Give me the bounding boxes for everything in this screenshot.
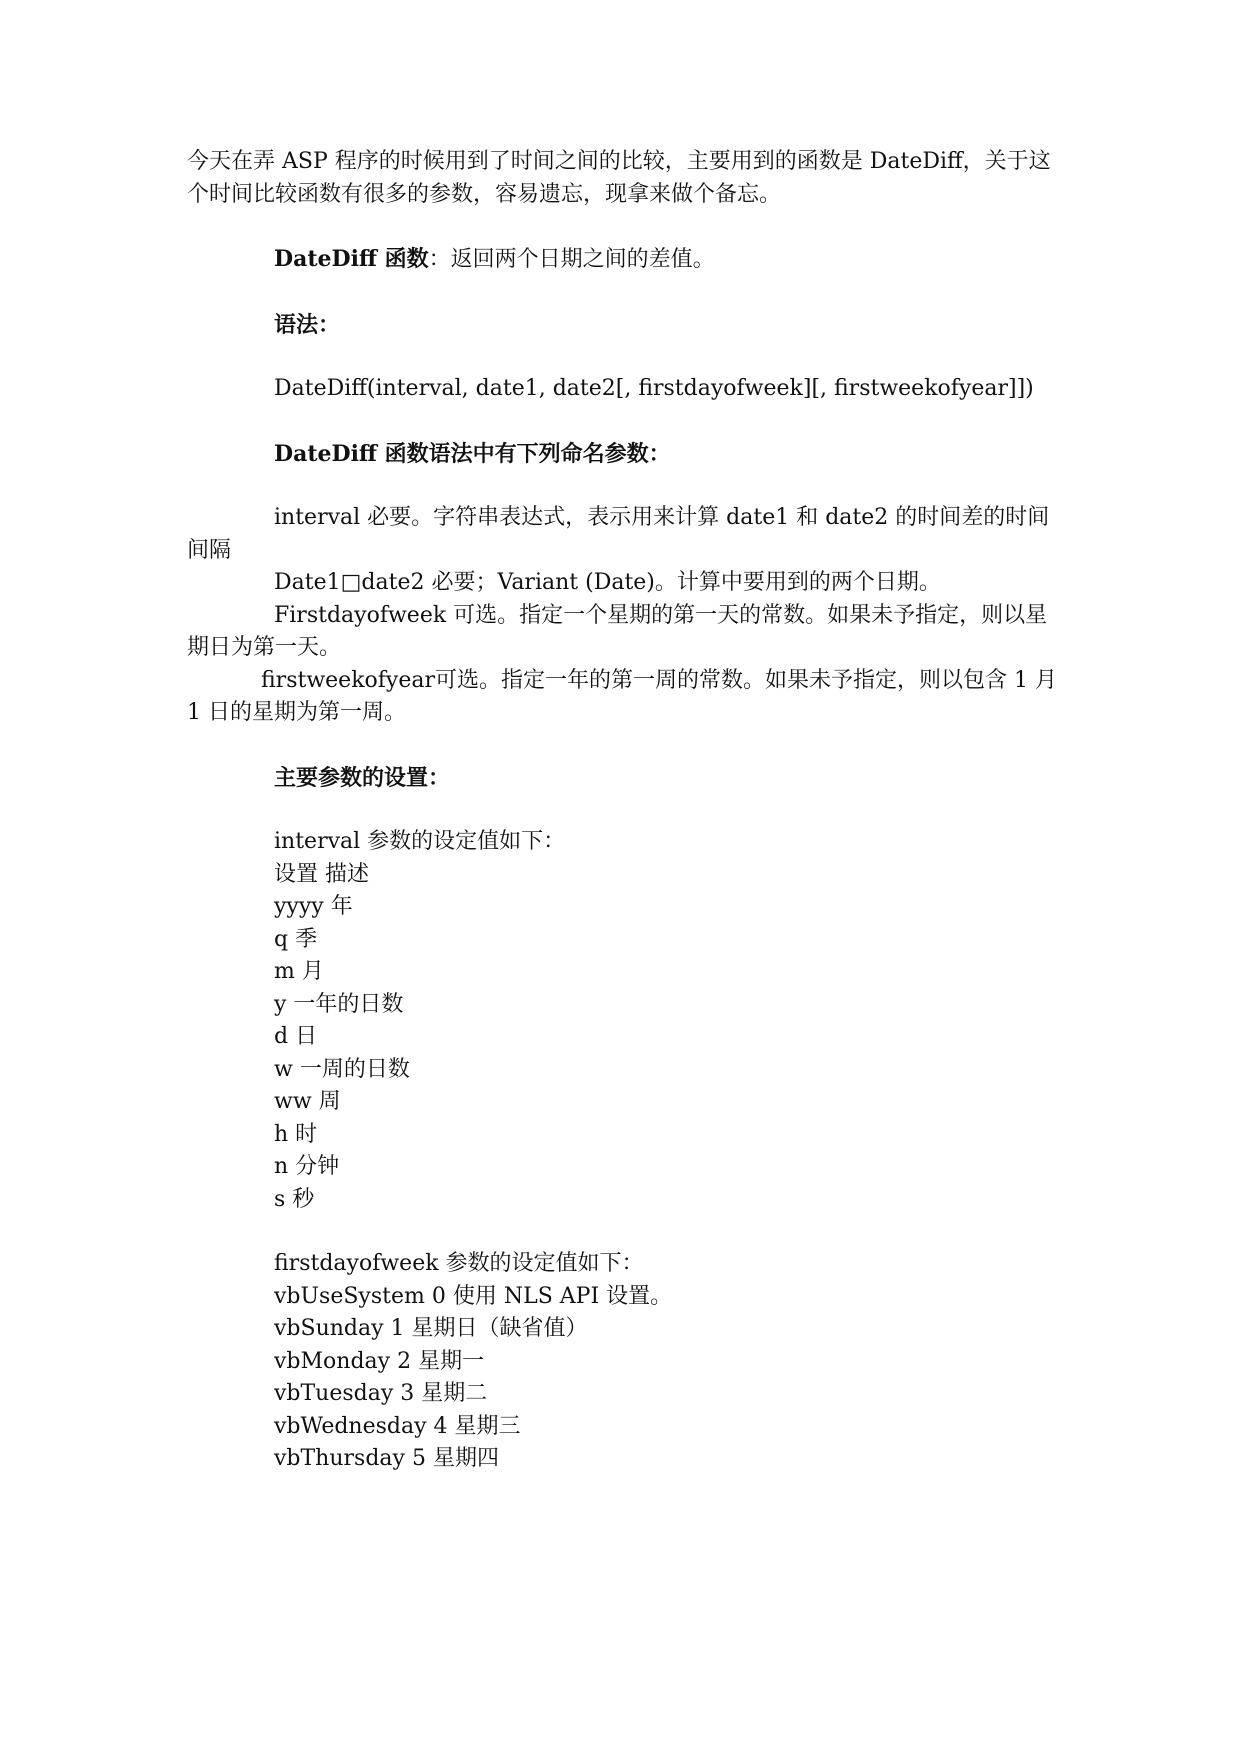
interval-setting-row: h 时 bbox=[274, 1121, 318, 1147]
interval-setting-row: d 日 bbox=[274, 1024, 318, 1049]
syntax-heading: 语法： bbox=[274, 311, 341, 338]
settings-heading: 主要参数的设置： bbox=[274, 764, 451, 791]
definition-term: DateDiff 函数 bbox=[274, 246, 429, 272]
firstday-setting-row: vbTuesday 3 星期二 bbox=[274, 1381, 488, 1406]
definition-text: ：返回两个日期之间的差值。 bbox=[428, 247, 715, 272]
firstday-setting-row: vbWednesday 4 星期三 bbox=[274, 1413, 521, 1439]
firstday-setting-row: vbMonday 2 星期一 bbox=[274, 1348, 485, 1374]
interval-setting-row: q 季 bbox=[274, 926, 318, 952]
interval-setting-row: 设置 描述 bbox=[274, 861, 369, 887]
intro-paragraph: 今天在弄 ASP 程序的时候用到了时间之间的比较，主要用到的函数是 DateDiff，关于这个时间比较函数有很多的参数，容易遗忘，现拿来做个备忘。 bbox=[187, 149, 1051, 207]
interval-setting-row: ww 周 bbox=[274, 1089, 341, 1114]
firstday-intro: firstdayofweek 参数的设定值如下： bbox=[274, 1251, 644, 1276]
interval-setting-row: yyyy 年 bbox=[274, 894, 353, 919]
firstday-setting-row: vbSunday 1 星期日（缺省值） bbox=[274, 1316, 588, 1341]
interval-setting-row: w 一周的日数 bbox=[274, 1056, 410, 1082]
document-page bbox=[187, 146, 1064, 1476]
interval-setting-row: s 秒 bbox=[274, 1186, 315, 1212]
firstday-settings-list bbox=[187, 1281, 1057, 1476]
interval-settings-list bbox=[187, 859, 1057, 1217]
syntax-line: DateDiff(interval, date1, date2[, firstdayofweek][, firstweekofyear]]) bbox=[274, 376, 1034, 401]
interval-setting-row: y 一年的日数 bbox=[274, 991, 404, 1017]
definition-paragraph bbox=[187, 243, 1057, 277]
firstday-setting-row: vbUseSystem 0 使用 NLS API 设置。 bbox=[274, 1283, 673, 1309]
firstday-setting-row: vbThursday 5 星期四 bbox=[274, 1446, 499, 1471]
param-interval: interval 必要。字符串表达式，表示用来计算 date1 和 date2 的时间差的时间间隔 bbox=[187, 505, 1050, 563]
interval-setting-row: m 月 bbox=[274, 959, 324, 984]
interval-setting-row: n 分钟 bbox=[274, 1154, 340, 1179]
param-date1-date2: Date1□date2 必要；Variant (Date)。计算中要用到的两个日期。 bbox=[274, 570, 941, 595]
param-firstweekofyear: firstweekofyear可选。指定一年的第一周的常数。如果未予指定，则以包含 1 月 1 日的星期为第一周。 bbox=[187, 667, 1064, 725]
interval-intro: interval 参数的设定值如下： bbox=[274, 829, 566, 854]
param-firstdayofweek: Firstdayofweek 可选。指定一个星期的第一天的常数。如果未予指定，则以星期日为第一天。 bbox=[187, 602, 1048, 660]
params-heading: DateDiff 函数语法中有下列命名参数： bbox=[274, 440, 671, 467]
